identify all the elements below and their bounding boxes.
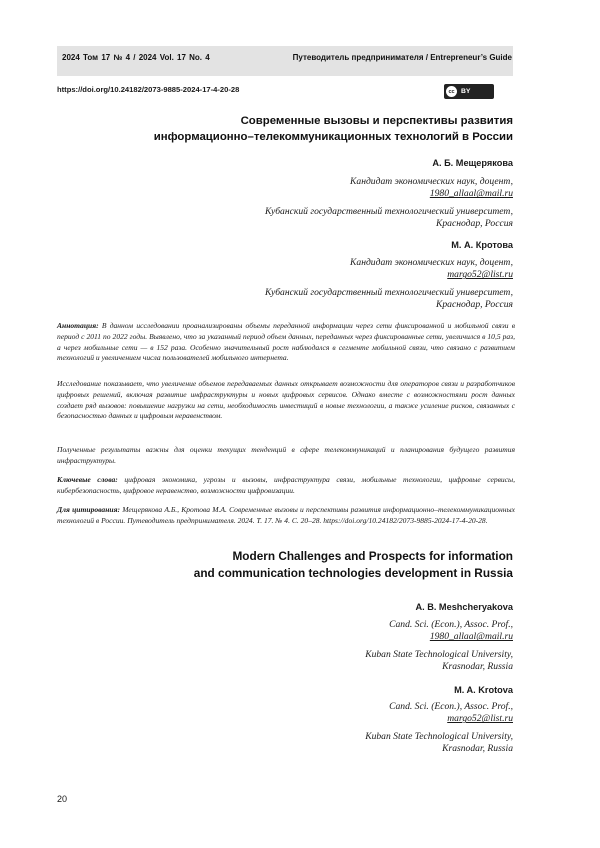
author-degree: Кандидат экономических наук, доцент, xyxy=(350,257,513,268)
issue-info: 2024 Том 17 № 4 / 2024 Vol. 17 No. 4 xyxy=(62,53,210,62)
author-degree: Cand. Sci. (Econ.), Assoc. Prof., xyxy=(389,619,513,630)
keywords-text: цифровая экономика, угрозы и вызовы, инфраструктура связи, мобильные технологии, цифровые сервисы, кибербезопасность, цифровое неравенство, возможности цифровизации. xyxy=(57,475,515,495)
title-ru-line-1: Современные вызовы и перспективы развития xyxy=(240,115,513,127)
author-city: Krasnodar, Russia xyxy=(442,743,513,755)
author-org: Kuban State Technological University, xyxy=(365,730,513,742)
author-city: Krasnodar, Russia xyxy=(442,661,513,673)
author-ru-2-affiliation xyxy=(265,257,513,312)
citation-label: Для цитирования: xyxy=(57,505,120,514)
author-en-1-affiliation xyxy=(365,619,513,674)
author-email[interactable]: 1980_allaal@mail.ru xyxy=(429,631,513,643)
author-city: Краснодар, Россия xyxy=(436,218,513,230)
cc-icon: cc xyxy=(446,86,457,97)
author-en-2-name: M. A. Krotova xyxy=(454,685,513,695)
title-en-line-2: and communication technologies development in Russia xyxy=(193,566,513,580)
cc-by-license-badge[interactable] xyxy=(444,84,494,99)
author-email[interactable]: margo52@list.ru xyxy=(447,713,513,725)
author-en-1-name: A. B. Meshcheryakova xyxy=(415,602,513,612)
title-en xyxy=(194,548,513,582)
author-ru-2-name: М. А. Кротова xyxy=(451,240,513,250)
author-degree: Cand. Sci. (Econ.), Assoc. Prof., xyxy=(389,701,513,712)
title-ru xyxy=(154,113,513,145)
author-ru-1-affiliation xyxy=(265,176,513,231)
abstract-p2: Исследование показывает, что увеличение объемов передаваемых данных открывает возможности для операторов связи и разработчиков цифровых решений, включая развитие инфраструктуры и новых цифровых сервисов. Однако вместе с возможностями рост данных создает ряд вызовов: повышение нагрузки на сети, необходимость инвестиций в новые технологии, а также усиление рисков, связанных с безопасностью данных и цифровым неравенством. xyxy=(57,379,515,421)
author-email[interactable]: 1980_allaal@mail.ru xyxy=(429,188,513,200)
keywords-label: Ключевые слова: xyxy=(57,475,118,484)
doi-link[interactable]: https://doi.org/10.24182/2073-9885-2024-17-4-20-28 xyxy=(57,85,240,94)
abstract-p3: Полученные результаты важны для оценки текущих тенденций в сфере телекоммуникаций и планирования будущего развития инфраструктуры. xyxy=(57,445,515,465)
journal-name: Путеводитель предпринимателя / Entrepreneur’s Guide xyxy=(292,53,512,62)
keywords xyxy=(57,475,515,497)
author-org: Кубанский государственный технологический университет, xyxy=(265,286,513,298)
author-en-2-affiliation xyxy=(365,701,513,756)
author-email[interactable]: margo52@list.ru xyxy=(447,269,513,281)
abstract-p1 xyxy=(57,321,515,364)
title-en-line-1: Modern Challenges and Prospects for information xyxy=(232,549,513,563)
citation xyxy=(57,505,515,527)
author-ru-1-name: А. Б. Мещерякова xyxy=(432,158,513,168)
author-org: Кубанский государственный технологический университет, xyxy=(265,205,513,217)
citation-text: Мещерякова А.Б., Кротова М.А. Современные вызовы и перспективы развития информационно–телекоммуникационных технологий в России. Путеводитель предпринимателя. 2024. Т. 17. № 4. С. 20–28. https://doi.org/10.24182/2073-9885-2024-17-4-20-28. xyxy=(57,505,516,525)
by-label: BY xyxy=(461,88,471,95)
page-number: 20 xyxy=(57,794,68,804)
author-org: Kuban State Technological University, xyxy=(365,648,513,660)
abstract-label: Аннотация: xyxy=(57,321,99,330)
author-city: Краснодар, Россия xyxy=(436,299,513,311)
abstract-text-1: В данном исследовании проанализированы объемы переданной информации через сети фиксированной и мобильной связи в период с 2011 по 2022 годы. Выявлено, что за указанный период объем данных, переданных через фиксированные сети, увеличился в 10,5 раз, а через мобильные сети — в 152 раза. Особенно значительный рост наблюдался в сегменте мобильной связи, что связано с развитием технологий и увеличением числа пользователей мобильного интернета. xyxy=(57,321,515,363)
title-ru-line-2: информационно–телекоммуникационных технологий в России xyxy=(153,131,513,143)
author-degree: Кандидат экономических наук, доцент, xyxy=(350,176,513,187)
